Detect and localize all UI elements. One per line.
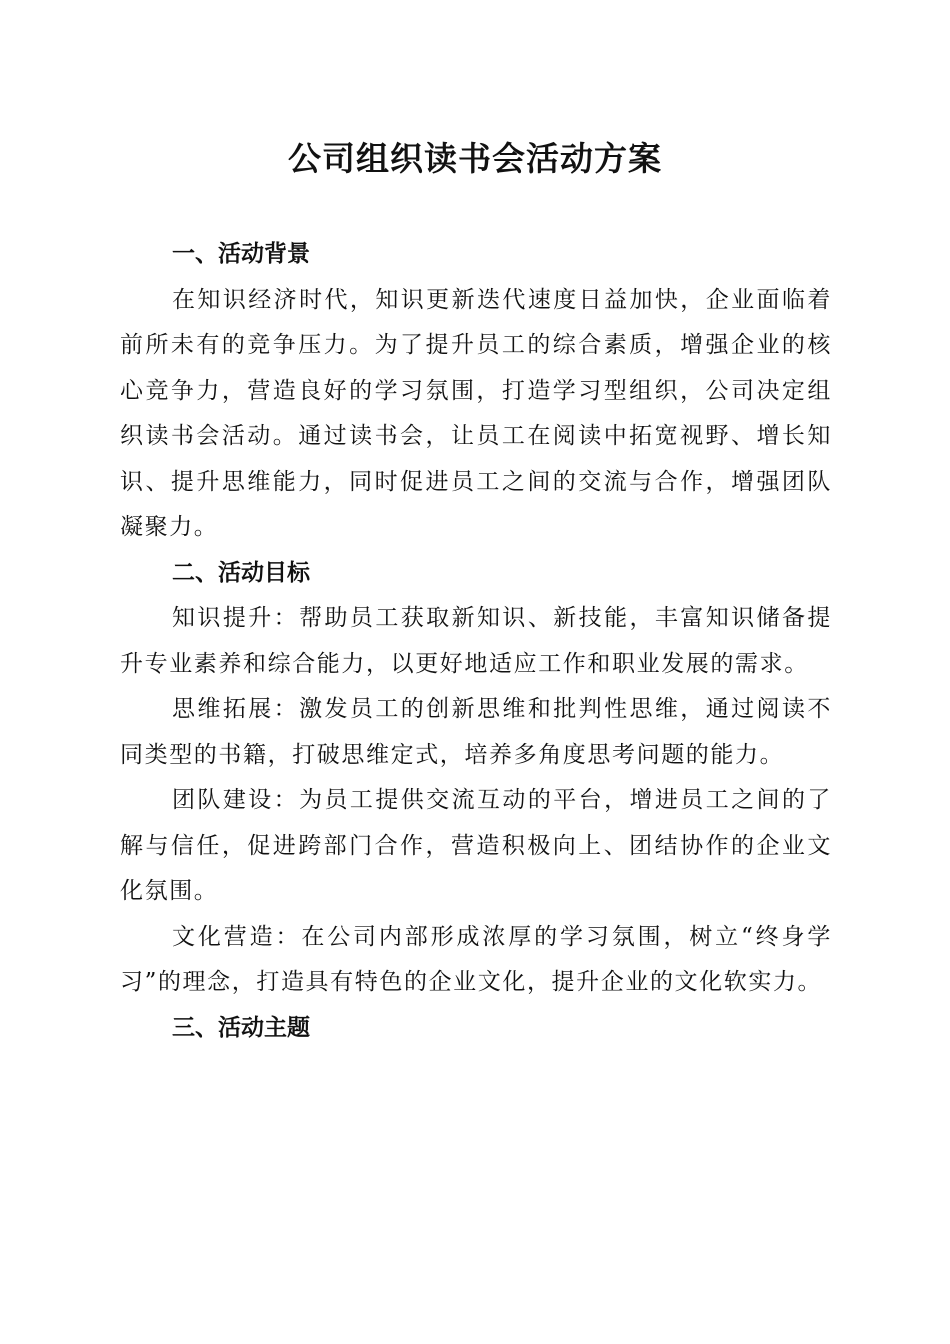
section-heading: 二、活动目标 bbox=[172, 559, 310, 586]
section-theme bbox=[120, 1006, 832, 1052]
paragraph: 文化营造：在公司内部形成浓厚的学习氛围，树立“终身学习”的理念，打造具有特色的企业文化，提升企业的文化软实力。 bbox=[120, 923, 832, 995]
paragraph: 团队建设：为员工提供交流互动的平台，增进员工之间的了解与信任，促进跨部门合作，营造积极向上、团结协作的企业文化氛围。 bbox=[120, 787, 832, 904]
section-heading: 一、活动背景 bbox=[172, 241, 310, 267]
section-goals bbox=[120, 551, 832, 1006]
paragraph: 思维拓展：激发员工的创新思维和批判性思维，通过阅读不同类型的书籍，打破思维定式，培养多角度思考问题的能力。 bbox=[120, 696, 832, 768]
section-background bbox=[120, 232, 832, 551]
paragraph: 在知识经济时代，知识更新迭代速度日益加快，企业面临着前所未有的竞争压力。为了提升员工的综合素质，增强企业的核心竞争力，营造良好的学习氛围，打造学习型组织，公司决定组织读书会活动。通过读书会，让员工在阅读中拓宽视野、增长知识、提升思维能力，同时促进员工之间的交流与合作，增强团队凝聚力。 bbox=[120, 286, 832, 540]
document-title: 公司组织读书会活动方案 bbox=[288, 139, 662, 178]
document-body bbox=[120, 232, 832, 1051]
paragraph: 知识提升：帮助员工获取新知识、新技能，丰富知识储备提升专业素养和综合能力，以更好地适应工作和职业发展的需求。 bbox=[120, 605, 832, 677]
section-heading: 三、活动主题 bbox=[172, 1014, 310, 1041]
